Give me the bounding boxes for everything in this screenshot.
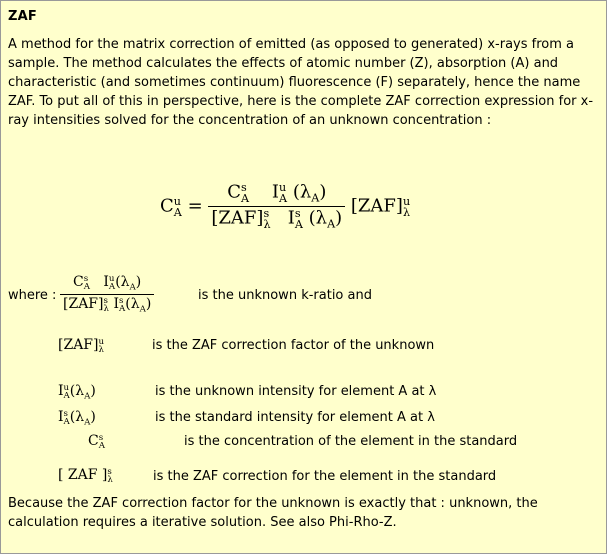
is-description: is the standard intensity for element A at λ — [155, 410, 435, 425]
is-symbol: I s A $(\lambda_A)$ — [58, 409, 96, 428]
eq-denominator: [ZAF] s λ I s A $(\lambda_A)$ — [208, 206, 345, 230]
kratio-expression: C s A I u A $(\lambda_A)$ [ZAF] s λ I s A $(\lambda_A)$ — [60, 275, 154, 314]
iu-description: is the unknown intensity for element A at λ — [155, 384, 437, 399]
cs-symbol: C s A — [88, 433, 105, 452]
eq-equals: = — [187, 195, 203, 217]
zaf-unknown-description: is the ZAF correction factor of the unknown — [152, 338, 435, 353]
intro-paragraph: A method for the matrix correction of emitted (as opposed to generated) x-rays from a sample. The method calculates the effects of atomic number (Z), absorption (A) and characteristic (and sometimes continuum) fluorescence (F) separately, hence the name ZAF. To put all of this in perspective, here is the complete ZAF correction expression for x-ray intensities solved for the concentration of an unknown concentration : — [8, 37, 594, 128]
iu-symbol: I u A $(\lambda_A)$ — [58, 383, 96, 402]
cs-description: is the concentration of the element in the standard — [184, 434, 518, 449]
eq-numerator: C s A I u A $(\lambda_A)$ — [227, 181, 327, 205]
zaf-unknown-symbol: [ZAF] u λ — [58, 337, 105, 356]
eq-lhs-c: C — [160, 195, 174, 217]
zaf-standard-symbol: [ ZAF ] s λ — [58, 467, 113, 486]
page-title: ZAF — [8, 9, 37, 24]
eq-zaf-unknown: [ZAF] — [350, 195, 403, 217]
where-label: where : — [8, 288, 57, 303]
zaf-equation: C u A = C s A I u A $(\lambda_A)$ [ZAF] s λ I s A $(\lambda_A)$ [ZAF] u λ — [160, 181, 411, 231]
eq-fraction — [208, 183, 345, 230]
kratio-description: is the unknown k-ratio and — [198, 288, 372, 303]
closing-paragraph: Because the ZAF correction factor for the unknown is exactly that : unknown, the calculation requires a iterative solution. See also Phi-Rho-Z. — [8, 496, 538, 530]
zaf-standard-description: is the ZAF correction for the element in the standard — [153, 469, 497, 484]
